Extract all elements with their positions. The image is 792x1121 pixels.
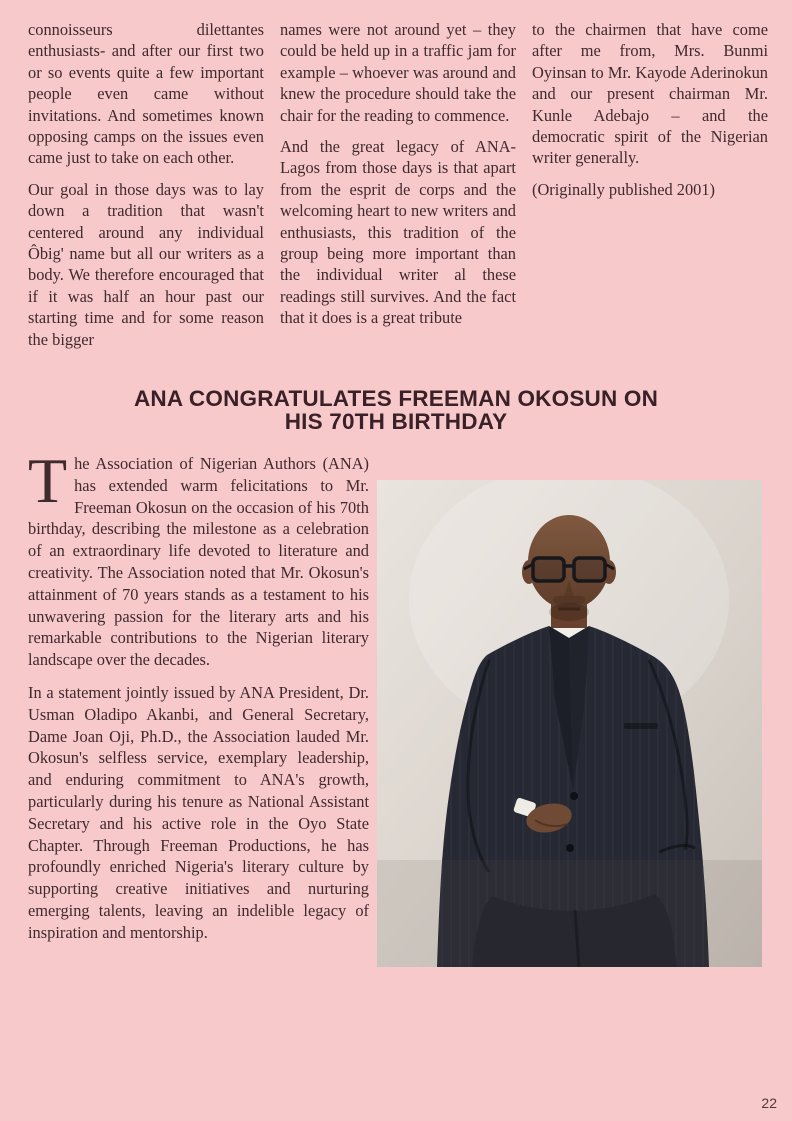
feature-paragraph-2: In a statement jointly issued by ANA President, Dr. Usman Oladipo Akanbi, and General Secretary, Dame Joan Oji, Ph.D., the Association lauded Mr. Okosun's selfless service, exemplary leadership, and enduring commitment to ANA's growth, particularly during his tenure as National Assistant Secretary and his active role in the Oyo State Chapter. Through Freeman Productions, he has profoundly enriched Nigeria's literary culture by supporting creative initiatives and nurturing emerging talents, leaving an indelible legacy of inspiration and mentorship.	[28, 682, 369, 942]
paragraph: Our goal in those days was to lay down a tradition that wasn't centered around any individual Ôbig' name but all our writers as a body. We therefore encouraged that if it was half an hour past our starting time and for some reason the bigger	[28, 179, 264, 349]
feature-article	[28, 445, 369, 955]
suit-button	[566, 844, 574, 852]
feature-heading-line2: HIS 70TH BIRTHDAY	[284, 409, 508, 434]
paragraph: connoisseurs dilettantes enthusiasts- and after our first two or so events quite a few important people even came without invitations. And sometimes known opposing camps on the issues even came just to take on each other.	[28, 20, 264, 168]
portrait-photo-graphic	[377, 480, 762, 967]
suit-button	[570, 792, 578, 800]
paragraph: names were not around yet – they could be held up in a traffic jam for example – whoever was around and knew the procedure should take the chair for the reading to commence.	[280, 20, 516, 125]
top-article-column-2	[280, 19, 516, 360]
paragraph: And the great legacy of ANA-Lagos from those days is that apart from the esprit de corps and the welcoming heart to new writers and enthusiasts, this tradition of the group being more important than the individual writer al these readings still survives. And the fact that it does is a great tribute	[280, 137, 516, 328]
top-article-column-1	[28, 19, 264, 360]
page-number: 22	[761, 1095, 777, 1111]
top-article	[28, 19, 768, 360]
feature-heading-line1: ANA CONGRATULATES FREEMAN OKOSUN ON	[133, 386, 659, 411]
portrait-photo	[377, 480, 762, 967]
paragraph: to the chairmen that have come after me from, Mrs. Bunmi Oyinsan to Mr. Kayode Aderinokun and our present chairman Mr. Kunle Adebajo – and the democratic spirit of the Nigerian writer generally.	[532, 20, 768, 168]
drop-cap: T	[28, 445, 68, 516]
feature-heading	[0, 387, 792, 433]
feature-paragraph-1	[28, 445, 369, 671]
feature-paragraph-1-text: he Association of Nigerian Authors (ANA) has extended warm felicitations to Mr. Freeman Okosun on the occasion of his 70th birthday, describing the milestone as a celebration of an extraordinary life devoted to literature and creativity. The Association noted that Mr. Okosun's attainment of 70 years stands as a testament to his unwavering passion for the literary arts and his remarkable contributions to the Nigerian literary landscape over the decades.	[28, 454, 369, 670]
top-article-column-3	[532, 19, 768, 360]
publication-note: (Originally published 2001)	[532, 179, 716, 199]
